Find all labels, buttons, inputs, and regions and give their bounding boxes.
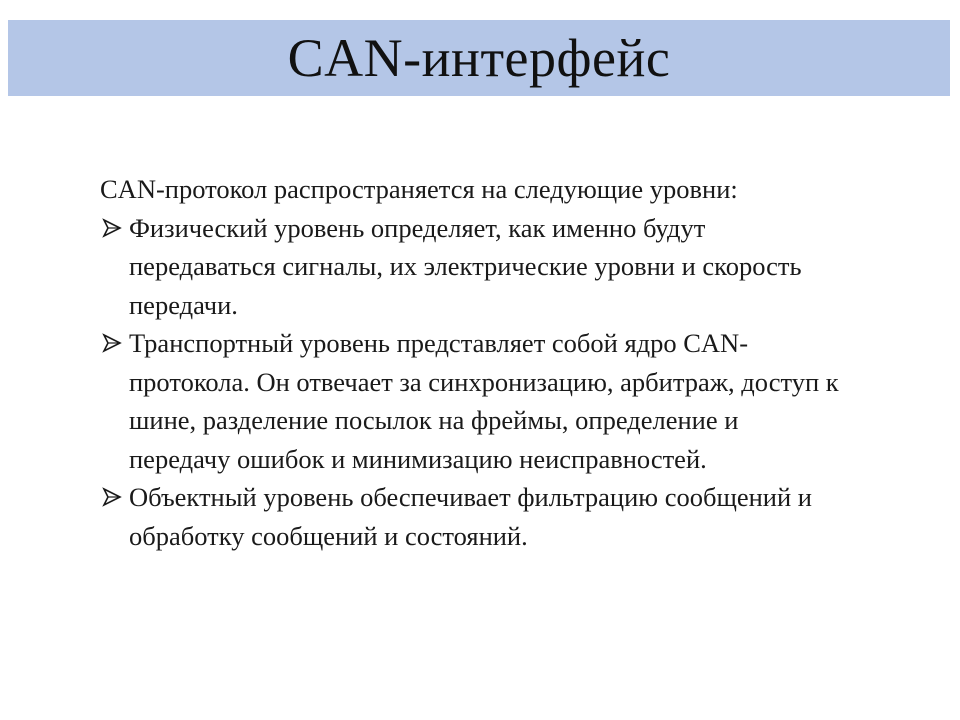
bullet-text: Транспортный уровень представляет собой ядро CAN-протокола. Он отвечает за синхронизацию, арбитраж, доступ к шине, разделение посылок на фреймы, определение и передачу ошибок и минимизацию неисправностей. [129, 328, 839, 474]
slide-body [100, 170, 840, 555]
intro-paragraph: CAN-протокол распространяется на следующие уровни: [100, 174, 738, 204]
arrowhead-bullet-icon [102, 478, 124, 516]
bullet-item [100, 478, 840, 555]
bullet-text: Объектный уровень обеспечивает фильтрацию сообщений и обработку сообщений и состояний. [129, 482, 812, 551]
slide-title: CAN-интерфейс [287, 28, 671, 88]
arrowhead-bullet-icon [102, 324, 124, 362]
bullet-list [100, 209, 840, 556]
bullet-item [100, 324, 840, 478]
bullet-item [100, 209, 840, 325]
title-bar [8, 20, 950, 96]
arrowhead-bullet-icon [102, 209, 124, 247]
bullet-text: Физический уровень определяет, как именно будут передаваться сигналы, их электрические уровни и скорость передачи. [129, 212, 802, 320]
